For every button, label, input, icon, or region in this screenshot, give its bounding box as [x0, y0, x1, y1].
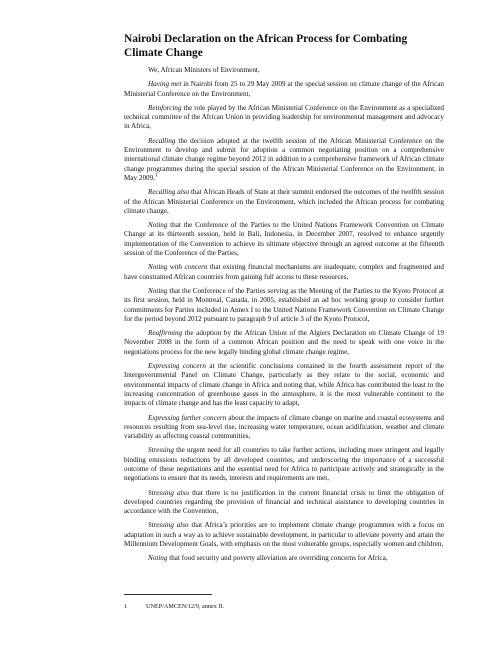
paragraph [124, 446, 444, 483]
paragraph-text: We, African Ministers of Environment, [148, 66, 260, 74]
paragraph-text: in Nairobi from 25 to 29 May 2009 at the special session on climate change of the African Ministerial Conference on the Environment, [124, 80, 445, 98]
paragraph-text: that food security and poverty alleviation are overriding concerns for Africa, [167, 554, 388, 563]
paragraph-lead: Noting [148, 221, 168, 230]
paragraph-text: that African Heads of State at their summit endorsed the outcomes of the twelfth session of the African Ministerial Conference on the Environment, which included the African process for combating climate change, [124, 188, 444, 215]
paragraph-text: that the Conference of the Parties serving as the Meeting of the Parties to the Kyoto Protocol at its first session, held in Montreal, Canada, in 2005, established an ad hoc working group to consider further commitments for Parties included in Annex I to the United Nations Framework Convention on Climate Change for the period beyond 2012 pursuant to paragraph 9 of article 3 of the Kyoto Protocol, [124, 286, 444, 323]
paragraph-text: the role played by the African Ministerial Conference on the Environment as a specialized technical committee of the African Union in providing leadership for environmental management and advocacy in Africa, [124, 103, 444, 131]
paragraph [124, 287, 444, 324]
paragraph-text: that existing financial mechanisms are inadequate, complex and fragmented and have constrained African countries from gaining full access to these resources, [124, 263, 444, 281]
paragraph-lead: Expressing concern [148, 362, 206, 371]
paragraph [124, 66, 444, 75]
paragraph-lead: Reinforcing [148, 103, 182, 112]
paragraph [124, 489, 444, 517]
paragraph [124, 188, 444, 216]
footnote-divider [124, 594, 212, 595]
paragraph [124, 554, 444, 563]
paragraph [124, 263, 444, 282]
paragraph [124, 80, 444, 99]
paragraph-lead: Recalling [148, 136, 176, 145]
paragraph-text: at the scientific conclusions contained in the fourth assessment report of the Intergovernmental Panel on Climate Change, particularly as they relate to the social, economic and environmental impacts of climate change in Africa and noting that, while Africa has contributed the least to the increasing concentration of greenhouse gases in the atmosphere, it is the most vulnerable continent to the impacts of climate change and has the least capacity to adapt, [124, 362, 445, 408]
paragraph-text: about the impacts of climate change on marine and coastal ecosystems and resources resulting from sea-level rise, increasing water temperature, ocean acidification, weather and climate variability as affecting coastal communities, [124, 413, 444, 441]
document-body [124, 66, 444, 569]
paragraph-text: that the Conference of the Parties to the United Nations Framework Convention on Climate Change at its thirteenth session, held in Bali, Indonesia, in December 2007, resolved to enhance urgently implementation of the Convention to achieve its ultimate objective through an agreed outcome at the fifteenth session of the Conference of the Parties, [124, 221, 444, 258]
paragraph-lead: Stressing also [148, 488, 189, 497]
footnote-text: UNEP/AMCEN/12/9, annex II. [146, 603, 225, 610]
footnote-reference: 1 [154, 173, 158, 179]
paragraph-lead: Stressing also [148, 521, 189, 530]
paragraph-lead: Stressing [148, 446, 174, 455]
paragraph [124, 329, 444, 357]
paragraph-lead: Noting [148, 286, 168, 295]
footnote-number: 1 [124, 603, 128, 610]
paragraph [124, 414, 444, 442]
paragraph [124, 104, 444, 132]
paragraph [124, 521, 444, 549]
paragraph-lead: Noting with concern [148, 263, 208, 272]
paragraph-lead: Reaffirming [148, 329, 183, 338]
paragraph-text: that there is no justification in the current financial crisis to limit the obligation of developed countries regarding the provision of financial and technical assistance to developing countries in accordance with the Convention, [124, 488, 444, 516]
paragraph [124, 221, 444, 258]
paragraph-text: the urgent need for all countries to take further actions, including more stringent and legally binding emissions reductions by all developed countries, and underscoring the importance of a successful outcome of these negotiations and the essential need for Africa to participate actively and strategically in the negotiations to ensure that its needs, interests and requirements are met, [124, 446, 444, 483]
paragraph-text: the decision adopted at the twelfth session of the African Ministerial Conference on the Environment to develop and submit for adoption a common negotiating position on a comprehensive international climate change regime beyond 2012 in addition to a comprehensive framework of African climate change programmes during the special session of the African Ministerial Conference on the Environment, in May 2009, [124, 136, 444, 182]
paragraph-lead: Expressing further concern [148, 413, 227, 422]
paragraph-text: the adoption by the African Union of the Algiers Declaration on Climate Change of 19 November 2008 in the form of a common African position and the need to speak with one voice in the negotiations process for the new legally binding global climate change regime, [124, 329, 444, 356]
document-title: Nairobi Declaration on the African Process for Combating Climate Change [124, 33, 408, 59]
footnote [124, 603, 444, 611]
paragraph-lead: Noting [148, 554, 168, 563]
paragraph-lead: Recalling also [148, 188, 190, 197]
paragraph [124, 137, 444, 183]
paragraph-text: that Africa’s priorities are to implement climate change programmes with a focus on adaptation in such a way as to achieve sustainable development, in particular to alleviate poverty and attain the Millennium Development Goals, with emphasis on the most vulnerable groups, especially women and children, [124, 521, 444, 549]
paragraph-lead: Having met [148, 80, 182, 89]
paragraph [124, 362, 444, 408]
